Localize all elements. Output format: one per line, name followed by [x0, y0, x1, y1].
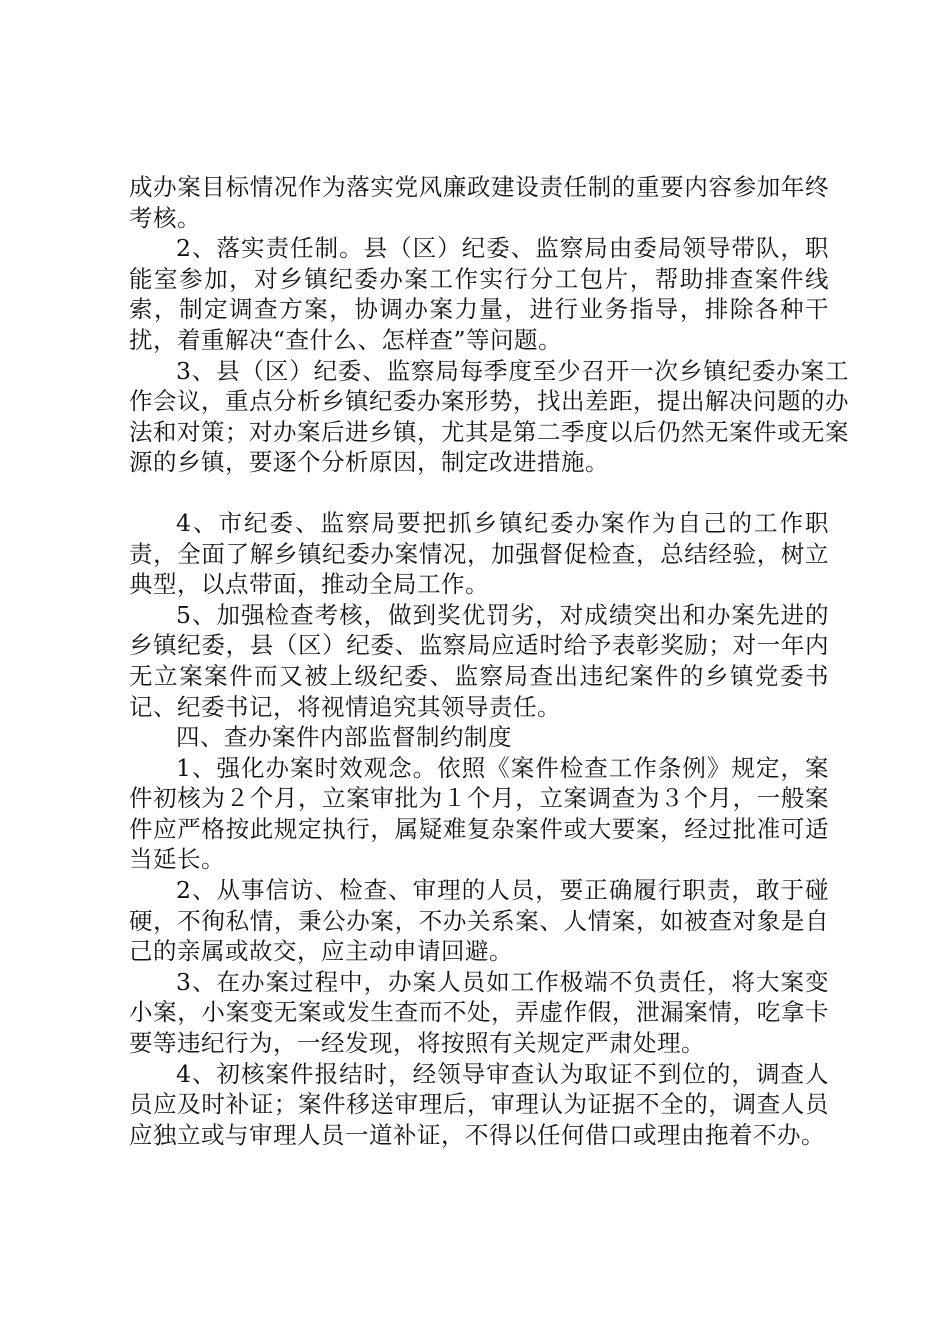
paragraph-continuation: 成办案目标情况作为落实党风廉政建设责任制的重要内容参加年终考核。 [129, 173, 829, 232]
paragraph-item-2: 2、落实责任制。县（区）纪委、监察局由委局领导带队，职能室参加，对乡镇纪委办案工作实行分工包片，帮助排查案件线索，制定调查方案，协调办案力量，进行业务指导，排除各种干扰，着重解决“查什么、怎样查”等问题。 [129, 234, 829, 354]
paragraph-rule-1: 1、强化办案时效观念。依照《案件检查工作条例》规定，案件初核为２个月，立案审批为１个月，立案调查为３个月，一般案件应严格按此规定执行，属疑难复杂案件或大要案，经过批准可适当延长。 [129, 753, 829, 874]
paragraph-rule-2: 2、从事信访、检查、审理的人员，要正确履行职责，敢于碰硬，不徇私情，秉公办案，不办关系案、人情案，如被查对象是自己的亲属或故交，应主动申请回避。 [129, 876, 829, 966]
paragraph-rule-3: 3、在办案过程中，办案人员如工作极端不负责任，将大案变小案，小案变无案或发生查而不处，弄虚作假，泄漏案情，吃拿卡要等违纪行为，一经发现，将按照有关规定严肃处理。 [129, 967, 829, 1058]
document-body [129, 172, 849, 1150]
paragraph-item-3: 3、县（区）纪委、监察局每季度至少召开一次乡镇纪委办案工作会议，重点分析乡镇纪委办案形势，找出差距，提出解决问题的办法和对策；对办案后进乡镇，尤其是第二季度以后仍然无案件或无案源的乡镇，要逐个分析原因，制定改进措施。 [129, 356, 849, 477]
section-heading: 四、查办案件内部监督制约制度 [176, 723, 512, 752]
paragraph-item-4: 4、市纪委、监察局要把抓乡镇纪委办案作为自己的工作职责，全面了解乡镇纪委办案情况，加强督促检查，总结经验，树立典型，以点带面，推动全局工作。 [129, 508, 829, 599]
paragraph-rule-4: 4、初核案件报结时，经领导审查认为取证不到位的，调查人员应及时补证；案件移送审理后，审理认为证据不全的，调查人员应独立或与审理人员一道补证，不得以任何借口或理由拖着不办。 [129, 1059, 829, 1149]
paragraph-item-5: 5、加强检查考核，做到奖优罚劣，对成绩突出和办案先进的乡镇纪委，县（区）纪委、监察局应适时给予表彰奖励；对一年内无立案案件而又被上级纪委、监察局查出违纪案件的乡镇党委书记、纪委书记，将视情追究其领导责任。 [129, 600, 829, 721]
